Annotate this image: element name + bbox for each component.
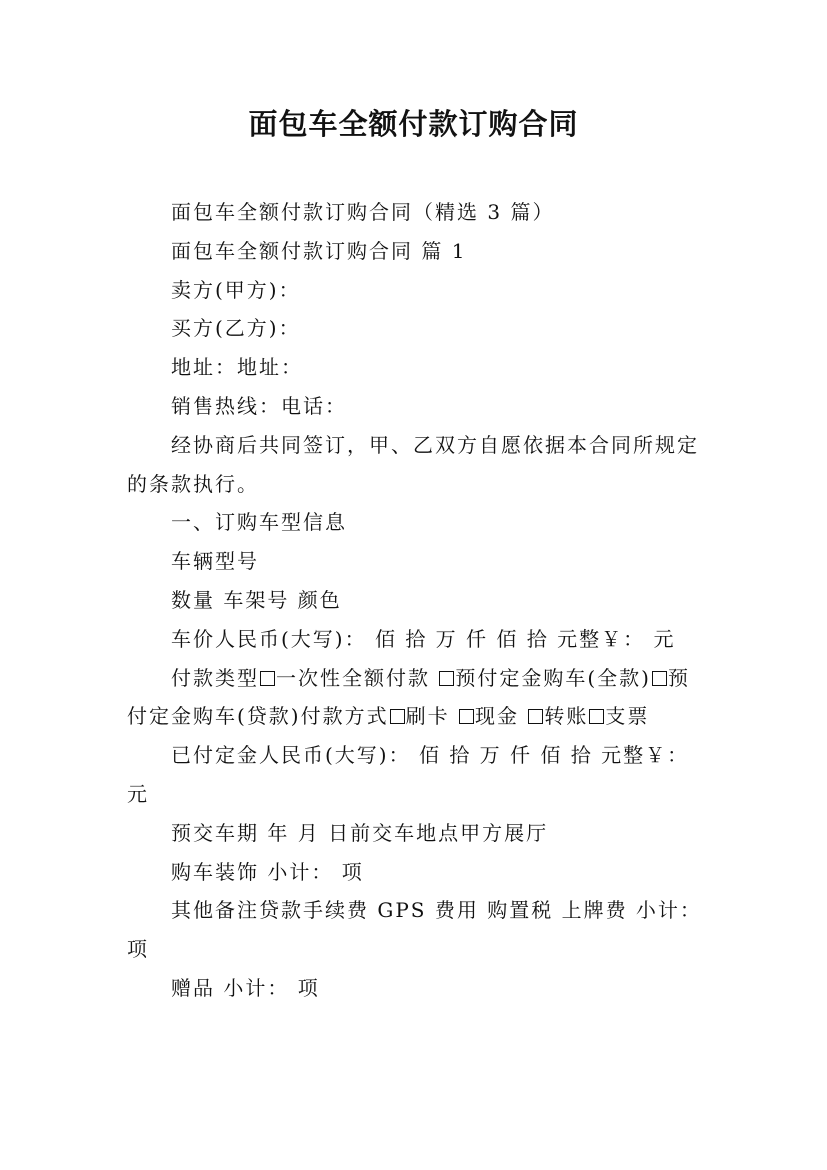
checkbox-check[interactable] <box>589 709 604 724</box>
paragraph-decoration: 购车装饰 小计： 项 <box>171 859 364 884</box>
option-cash: 现金 <box>474 704 528 729</box>
checkbox-prepay-loan[interactable] <box>652 671 667 686</box>
paragraph-other-notes: 其他备注贷款手续费 GPS 费用 购置税 上牌费 小计： 项 <box>127 898 711 962</box>
paragraph-hotline: 销售热线：电话： <box>171 393 347 418</box>
payment-type-label: 付款类型 <box>171 665 259 690</box>
paragraph-payment <box>127 659 707 737</box>
checkbox-transfer[interactable] <box>528 709 543 724</box>
paragraph-section-one: 一、订购车型信息 <box>171 510 347 535</box>
document-body <box>127 193 711 1008</box>
document-title: 面包车全额付款订购合同 <box>248 107 579 141</box>
payment-method-label: 付款方式 <box>300 704 389 729</box>
paragraph-deposit: 已付定金人民币(大写)： 佰 拾 万 仟 佰 拾 元整￥： 元 <box>127 743 698 806</box>
paragraph-buyer: 买方(乙方)： <box>171 316 301 341</box>
paragraph-gifts: 赠品 小计： 项 <box>171 975 320 1000</box>
checkbox-cash[interactable] <box>459 709 474 724</box>
option-transfer: 转账 <box>544 704 589 729</box>
paragraph-subtitle: 面包车全额付款订购合同（精选 3 篇） <box>171 200 555 224</box>
paragraph-car-price: 车价人民币(大写)： 佰 拾 万 仟 佰 拾 元整￥： 元 <box>171 626 676 651</box>
paragraph-delivery: 预交车期 年 月 日前交车地点甲方展厅 <box>171 820 549 845</box>
checkbox-card[interactable] <box>390 709 405 724</box>
option-full-once: 一次性全额付款 <box>276 665 439 690</box>
paragraph-address: 地址：地址： <box>171 355 303 380</box>
checkbox-prepay-full[interactable] <box>439 671 454 686</box>
checkbox-full-once[interactable] <box>260 671 275 686</box>
paragraph-vehicle-model: 车辆型号 <box>171 549 259 574</box>
paragraph-quantity: 数量 车架号 颜色 <box>171 587 342 612</box>
option-card: 刷卡 <box>405 704 458 729</box>
option-prepay-loan: 预付定金购车(贷款) <box>127 665 690 729</box>
option-prepay-full: 预付定金购车(全款) <box>455 665 651 690</box>
option-check: 支票 <box>605 704 650 729</box>
paragraph-seller: 卖方(甲方)： <box>171 277 301 302</box>
paragraph-article-heading: 面包车全额付款订购合同 篇 1 <box>171 238 467 263</box>
paragraph-agreement: 经协商后共同签订，甲、乙双方自愿依据本合同所规定的条款执行。 <box>127 432 699 496</box>
